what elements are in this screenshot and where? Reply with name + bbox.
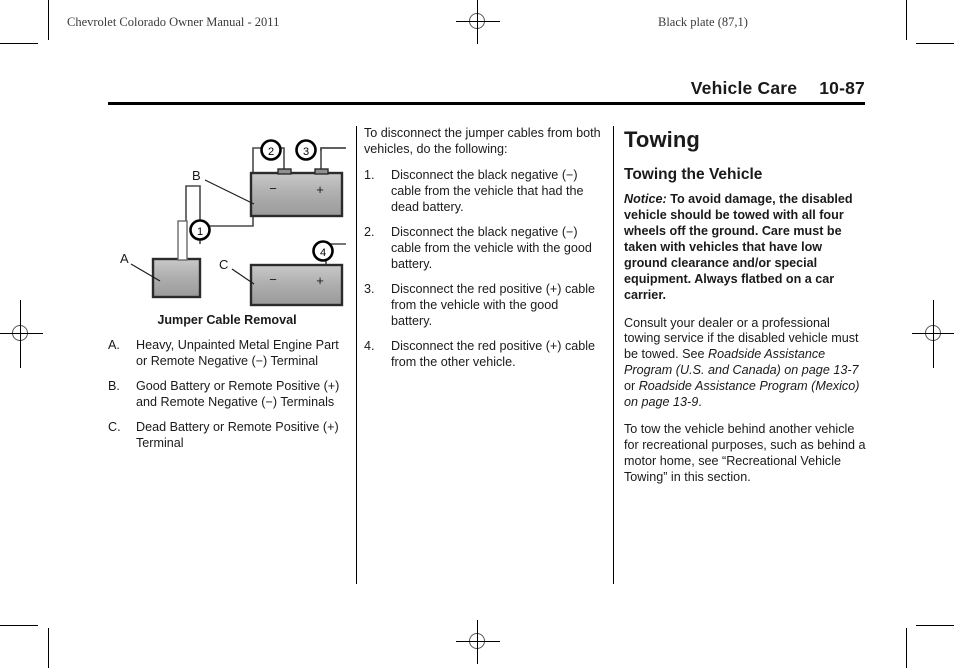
step-item	[364, 225, 602, 273]
jumper-cable-diagram	[108, 126, 346, 308]
step-item	[364, 339, 602, 371]
legend-item	[108, 379, 346, 411]
svg-text:+: +	[316, 182, 324, 197]
registration-mark-bottom	[456, 620, 500, 664]
column-separator-1	[356, 126, 357, 584]
running-head-right: Black plate (87,1)	[658, 15, 748, 29]
svg-text:B: B	[192, 168, 201, 183]
legend-item	[108, 338, 346, 370]
step-item	[364, 168, 602, 216]
registration-mark-left	[0, 312, 43, 356]
recreational-towing-paragraph: To tow the vehicle behind another vehicle for recreational purposes, such as behind a motor home, see “Recreational Vehicle Towing” in this section.	[624, 422, 866, 485]
registration-mark-right	[912, 312, 954, 356]
legend-text: Heavy, Unpainted Metal Engine Part or Remote Negative (−) Terminal	[136, 337, 339, 368]
step-text: Disconnect the black negative (−) cable from the vehicle with the good battery.	[391, 224, 592, 271]
svg-text:3: 3	[302, 146, 310, 158]
crop-mark-top-right-vertical	[906, 0, 907, 40]
title-rule	[108, 102, 865, 105]
step-text: Disconnect the red positive (+) cable from the other vehicle.	[391, 338, 596, 369]
svg-text:+: +	[316, 273, 324, 288]
step-marker: 2.	[364, 224, 375, 239]
legend-marker: A.	[108, 337, 120, 352]
xref-end-punctuation: .	[698, 395, 702, 410]
svg-text:−: −	[269, 181, 277, 196]
cross-reference-roadside-us-canada[interactable]: Roadside Assistance Program (U.S. and Canada) on page 13-7	[624, 347, 859, 378]
crop-mark-bottom-left-horizontal	[0, 625, 38, 626]
column-separator-2	[613, 126, 614, 584]
svg-text:A: A	[120, 251, 129, 266]
svg-text:4: 4	[319, 247, 327, 259]
column-left	[108, 126, 346, 461]
figure-caption: Jumper Cable Removal	[157, 313, 297, 327]
legend-text: Dead Battery or Remote Positive (+) Terminal	[136, 419, 339, 450]
registration-mark-top	[456, 0, 500, 44]
running-head-left: Chevrolet Colorado Owner Manual - 2011	[67, 15, 280, 29]
crop-mark-top-left-vertical	[48, 0, 49, 40]
sub-section-title: Towing the Vehicle	[624, 165, 763, 183]
notice-text: To avoid damage, the disabled vehicle should be towed with all four wheels off the ground. Care must be taken with vehicles that have low ground clearance and/or special equipment. Always flatbed on a car carrier.	[624, 191, 853, 302]
legend-marker: C.	[108, 419, 121, 434]
step-text: Disconnect the black negative (−) cable from the vehicle that had the dead battery.	[391, 167, 584, 214]
page-title-band	[108, 78, 865, 105]
step-text: Disconnect the red positive (+) cable from the vehicle with the good battery.	[391, 281, 596, 328]
svg-text:2: 2	[267, 146, 275, 158]
step-item	[364, 282, 602, 330]
consult-dealer-paragraph	[624, 316, 866, 412]
step-marker: 4.	[364, 338, 375, 353]
cross-reference-roadside-mexico[interactable]: Roadside Assistance Program (Mexico) on page 13-9	[624, 379, 860, 410]
crop-mark-top-left-horizontal	[0, 43, 38, 44]
page-number: 10-87	[819, 78, 865, 98]
svg-text:−: −	[269, 272, 277, 287]
crop-mark-bottom-left-vertical	[48, 628, 49, 668]
legend-item	[108, 420, 346, 452]
crop-mark-bottom-right-vertical	[906, 628, 907, 668]
crop-mark-bottom-right-horizontal	[916, 625, 954, 626]
consult-lead-text: Consult your dealer or a professional towing service if the disabled vehicle must be towed. See	[624, 315, 859, 362]
step-marker: 1.	[364, 167, 375, 182]
svg-text:1: 1	[196, 226, 204, 238]
legend-marker: B.	[108, 378, 120, 393]
xref-joiner: or	[624, 379, 639, 394]
disconnect-intro: To disconnect the jumper cables from both vehicles, do the following:	[364, 126, 601, 156]
section-title: Towing	[624, 127, 700, 152]
chapter-title: Vehicle Care	[690, 78, 798, 98]
notice-label: Notice:	[624, 191, 667, 206]
notice-paragraph	[624, 192, 866, 304]
step-marker: 3.	[364, 281, 375, 296]
svg-text:C: C	[219, 257, 229, 272]
column-right	[624, 126, 866, 497]
crop-mark-top-right-horizontal	[916, 43, 954, 44]
legend-text: Good Battery or Remote Positive (+) and Remote Negative (−) Terminals	[136, 378, 340, 409]
column-middle	[364, 126, 602, 380]
